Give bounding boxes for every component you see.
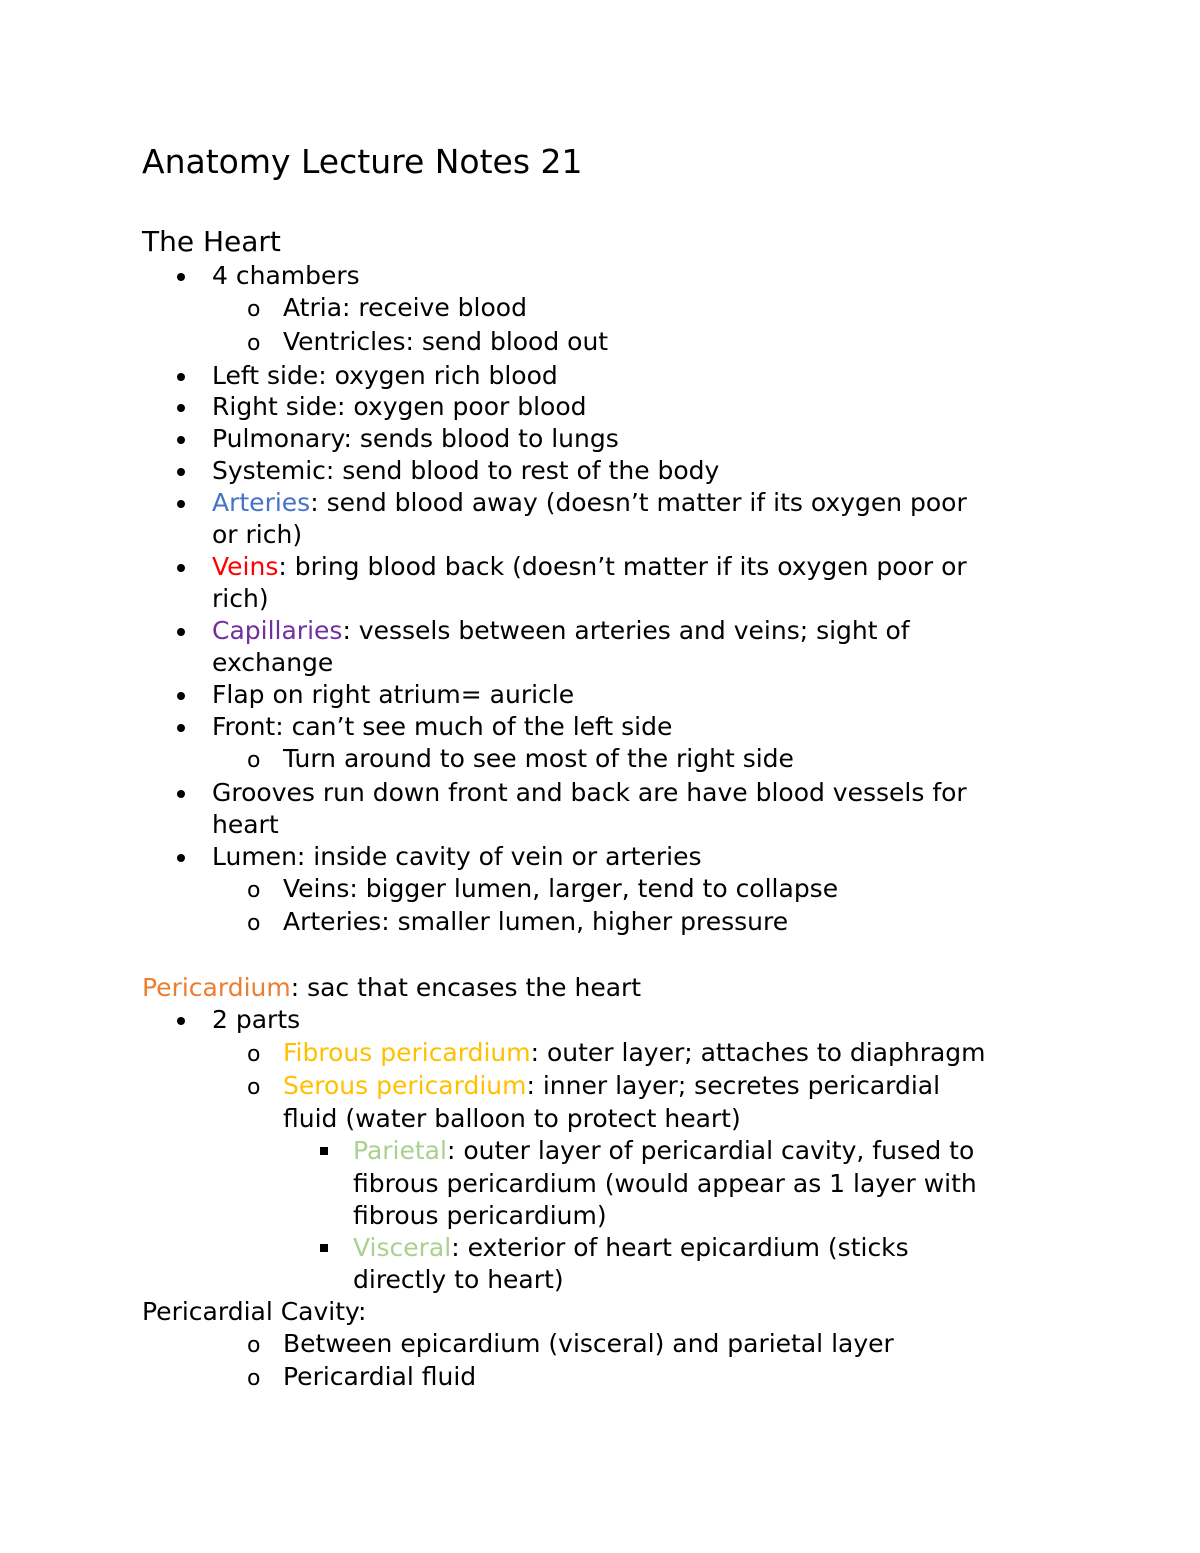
term-veins: Veins: [212, 552, 279, 581]
list-item: Front: can’t see much of the left side: [212, 712, 673, 741]
list-item: [353, 1135, 974, 1167]
document-title: Anatomy Lecture Notes 21: [142, 142, 583, 181]
circle-bullet-icon: o: [247, 748, 261, 773]
list-item-continuation: heart: [212, 810, 279, 839]
list-item-continuation: or rich): [212, 520, 303, 549]
bullet-icon: [177, 790, 185, 798]
list-item: Veins: bigger lumen, larger, tend to collapse: [283, 874, 839, 903]
list-item: Left side: oxygen rich blood: [212, 361, 558, 390]
list-item-continuation: exchange: [212, 648, 334, 677]
list-item: [283, 1037, 986, 1069]
circle-bullet-icon: o: [247, 878, 261, 903]
list-item: Systemic: send blood to rest of the body: [212, 456, 720, 485]
term-serous-pericardium: Serous pericardium: [283, 1071, 527, 1100]
square-bullet-icon: [320, 1244, 328, 1252]
list-item-continuation: fibrous pericardium (would appear as 1 layer with: [353, 1169, 977, 1198]
list-item: [212, 487, 967, 519]
circle-bullet-icon: o: [247, 1042, 261, 1067]
list-item: Pulmonary: sends blood to lungs: [212, 424, 619, 453]
bullet-icon: [177, 724, 185, 732]
list-item: Turn around to see most of the right side: [283, 744, 794, 773]
definition-text: : outer layer of pericardial cavity, fused to: [446, 1136, 975, 1165]
term-capillaries: Capillaries: [212, 616, 343, 645]
bullet-icon: [177, 854, 185, 862]
circle-bullet-icon: o: [247, 911, 261, 936]
term-parietal: Parietal: [353, 1136, 447, 1165]
bullet-icon: [177, 1017, 185, 1025]
list-item: Pericardial fluid: [283, 1362, 477, 1391]
section-heading-cavity: Pericardial Cavity:: [142, 1297, 367, 1326]
list-item: Arteries: smaller lumen, higher pressure: [283, 907, 789, 936]
circle-bullet-icon: o: [247, 1075, 261, 1100]
list-item-continuation: fluid (water balloon to protect heart): [283, 1104, 741, 1133]
list-item: Between epicardium (visceral) and parietal layer: [283, 1329, 894, 1358]
circle-bullet-icon: o: [247, 1333, 261, 1358]
bullet-icon: [177, 692, 185, 700]
list-item: [353, 1232, 909, 1264]
list-item-continuation: directly to heart): [353, 1265, 564, 1294]
term-arteries: Arteries: [212, 488, 311, 517]
list-item: Flap on right atrium= auricle: [212, 680, 575, 709]
list-item: [283, 1070, 940, 1102]
list-item: Atria: receive blood: [283, 293, 527, 322]
section-heading-pericardium: [142, 970, 641, 1006]
definition-text: : sac that encases the heart: [290, 973, 642, 1002]
bullet-icon: [177, 436, 185, 444]
circle-bullet-icon: o: [247, 297, 261, 322]
list-item: [212, 615, 910, 647]
bullet-icon: [177, 628, 185, 636]
bullet-icon: [177, 373, 185, 381]
bullet-icon: [177, 500, 185, 508]
list-item: Grooves run down front and back are have blood vessels for: [212, 778, 967, 807]
term-pericardium: Pericardium: [142, 973, 291, 1002]
list-item: Ventricles: send blood out: [283, 327, 609, 356]
definition-text: : bring blood back (doesn’t matter if its oxygen poor or: [278, 552, 967, 581]
section-heading-heart: The Heart: [142, 225, 281, 258]
term-visceral: Visceral: [353, 1233, 452, 1262]
definition-text: : vessels between arteries and veins; sight of: [342, 616, 910, 645]
list-item: Lumen: inside cavity of vein or arteries: [212, 842, 702, 871]
bullet-icon: [177, 468, 185, 476]
list-item-continuation: fibrous pericardium): [353, 1201, 607, 1230]
circle-bullet-icon: o: [247, 331, 261, 356]
list-item: 2 parts: [212, 1005, 301, 1034]
bullet-icon: [177, 404, 185, 412]
square-bullet-icon: [320, 1147, 328, 1155]
bullet-icon: [177, 273, 185, 281]
definition-text: : exterior of heart epicardium (sticks: [451, 1233, 909, 1262]
circle-bullet-icon: o: [247, 1366, 261, 1391]
list-item: [212, 551, 967, 583]
list-item: Right side: oxygen poor blood: [212, 392, 587, 421]
term-fibrous-pericardium: Fibrous pericardium: [283, 1038, 531, 1067]
bullet-icon: [177, 564, 185, 572]
list-item-continuation: rich): [212, 584, 269, 613]
definition-text: : inner layer; secretes pericardial: [526, 1071, 941, 1100]
definition-text: : outer layer; attaches to diaphragm: [530, 1038, 986, 1067]
definition-text: : send blood away (doesn’t matter if its oxygen poor: [310, 488, 967, 517]
list-item: 4 chambers: [212, 261, 360, 290]
